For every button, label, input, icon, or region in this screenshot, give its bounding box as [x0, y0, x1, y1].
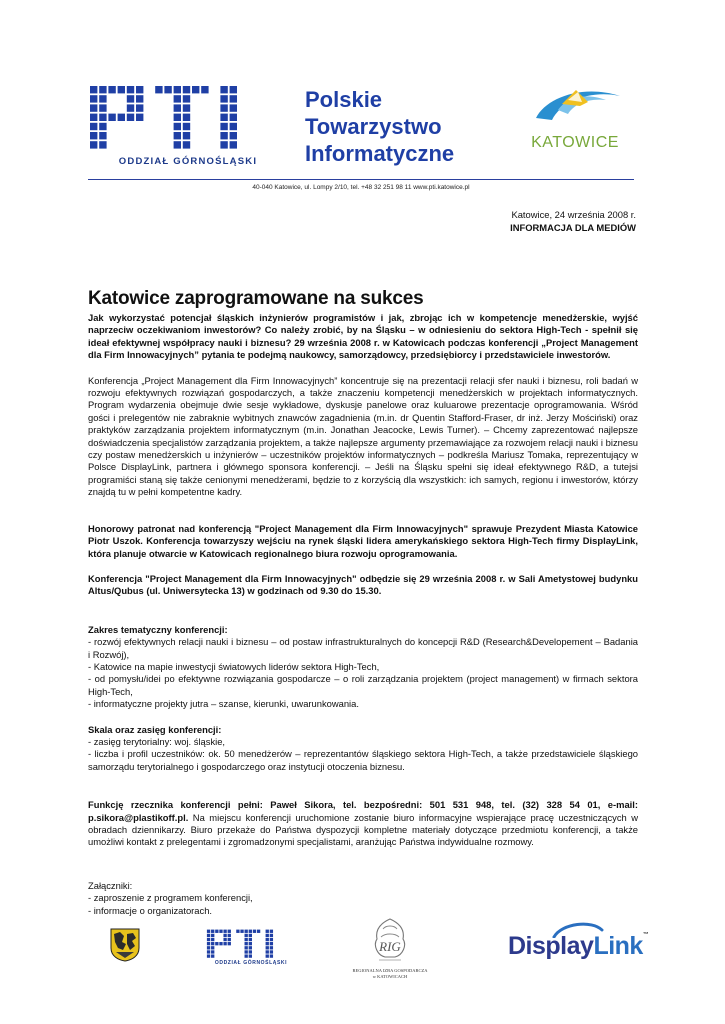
attachment-item: - informacje o organizatorach. [88, 904, 213, 916]
scope-item: - Katowice na mapie inwestycji światowych liderów sektora High-Tech, [88, 660, 380, 672]
org-name-line-2: Towarzystwo [305, 114, 442, 139]
footer-pti-branch-label: ODDZIAŁ GÓRNOŚLĄSKI [214, 960, 288, 966]
organization-name [305, 86, 505, 167]
displaylink-logo [508, 932, 648, 961]
reach-item: - liczba i profil uczestników: ok. 50 menedżerów – reprezentantów śląskiego sektora High-Tech, a także przedstawiciele śląskiego samorządu terytorialnego i gospodarczego oraz instytucji otoczenia biznesu. [88, 748, 638, 772]
riz-emblem-icon [367, 915, 413, 965]
header-divider [88, 179, 634, 180]
org-name-line-3: Informatyczne [305, 141, 455, 166]
coat-of-arms-icon [110, 928, 140, 962]
patronage-paragraph: Honorowy patronat nad konferencją "Project Management dla Firm Innowacyjnych" sprawuje Prezydent Miasta Katowice Piotr Uszok. Konferencja towarzyszy wejściu na rynek śląski lidera amerykańskiego sektora High-Tech firmy DisplayLink, która planuje otwarcie w Katowicach regionalnego biura rozwoju oprogramowania. [88, 522, 638, 559]
contact-details: Na miejscu konferencji uruchomione zostanie biuro informacyjne wspierające pracę uczestniczących w obradach dziennikarzy. Biuro przekaże do Państwa dyspozycji kompletne materiały dotyczące przedmiotu konferencji, a także umożliwi kontakt z prelegentami i zgromadzonymi specjalistami, aranżując Państwa indywidualne rozmowy. [88, 811, 638, 848]
svg-text:RIG: RIG [379, 939, 401, 954]
riz-label-line-2: w KATOWICACH [372, 973, 408, 979]
footer-pti-letters-graphic [206, 928, 296, 960]
article-body: Konferencja „Project Management dla Firm Innowacyjnych” koncentruje się na prezentacji relacji sfer nauki i biznesu, roli badań w rozwoju efektywnych rozwiązań gospodarczych, a także znaczeniu kompetencji menedżerskich w projektach informatycznych. Program wydarzenia obejmuje dwie sesje wykładowe, dyskusje panelowe oraz kuluarowe prezentacje oprogramowania. Wśród gości i prelegentów nie zabraknie wybitnych znawców zagadnienia (m.in. dr Quentin Stafford-Fraser, dr inż. Jerzy Mościński) oraz praktyków zarządzania projektem informatycznym (m.in. Jonathan Jeacocke, Lewis Turner). – Chcemy zaprezentować najlepsze doświadczenia specjalistów zarządzania projektem, a także najlepsze argumenty przemawiające za rozwojem relacji nauki i biznesu czy postaw menedżerskich u inżynierów – uczestników projektów informatycznych – podkreśla Mariusz Tomaka, reprezentujący w Polsce DisplayLink, partnera i głównego sponsora konferencji. – Jeśli na Śląsku spełni się ideał efektywnego R&D, a tutejsi programiści staną się także cenionymi menedżerami, będzie to z korzyścią dla wszystkich: ich samych, regionu i inwestorów, którzy znajdą tu w pełni kompetentne kadry. [88, 374, 638, 498]
attachments-heading: Załączniki: [88, 879, 133, 891]
displaylink-word-link: Link [593, 932, 643, 960]
katowice-coat-of-arms-logo [110, 928, 140, 962]
footer-pti-logo [206, 928, 296, 960]
displaylink-word-display: Display [508, 932, 594, 960]
place-date: Katowice, 24 września 2008 r. [511, 209, 636, 220]
address-line: 40-040 Katowice, ul. Lompy 2/10, tel. +48 32 251 98 11 www.pti.katowice.pl [252, 184, 470, 191]
displaylink-trademark: ™ [642, 932, 649, 938]
katowice-emblem-icon [522, 80, 632, 140]
pti-logo [88, 84, 288, 152]
riz-label [335, 968, 445, 979]
riz-label-line-1: REGIONALNA IZBA GOSPODARCZA [352, 968, 428, 973]
article-lead: Jak wykorzystać potencjał śląskich inżynierów programistów i jak, zbrojąc ich w kompetencje menedżerskie, wyjść naprzeciw oczekiwaniom inwestorów? Co należy zrobić, by na Śląsku – w odniesieniu do sektora High-Tech - spełnił się ideał efektywnej współpracy nauki i biznesu? 29 września 2008 r. w Katowicach podczas konferencji „Project Management dla Firm Innowacyjnych” pytania te podejmą naukowcy, samorządowcy, przedsiębiorcy i przedstawiciele inwestorów. [88, 312, 638, 361]
article-title: Katowice zaprogramowane na sukces [88, 288, 424, 309]
scope-item: - od pomysłu/idei po efektywne rozwiązania gospodarcze – o roli zarządzania projektem (project management) w firmach sektora High-Tech, [88, 673, 638, 697]
contact-spokesperson: Funkcję rzecznika konferencji pełni: Paweł Sikora, tel. bezpośredni: 501 531 948, tel. (32) 328 54 01, e-mail: p.sikora@plastikoff.pl. [88, 799, 638, 823]
dateline [510, 208, 636, 234]
reach-heading: Skala oraz zasięg konferencji: [88, 723, 222, 735]
scope-heading: Zakres tematyczny konferencji: [88, 623, 228, 635]
pti-branch-label: ODDZIAŁ GÓRNOŚLĄSKI [118, 156, 258, 167]
pti-letters-graphic [88, 84, 288, 152]
venue-paragraph: Konferencja "Project Management dla Firm Innowacyjnych" odbędzie się 29 września 2008 r. w Sali Ametystowej budynku Altus/Qubus (ul. Uniwersytecka 13) w godzinach od 9.30 do 15.30. [88, 572, 638, 597]
contact-paragraph [88, 799, 638, 849]
org-name-line-1: Polskie [305, 87, 383, 112]
attachment-item: - zaproszenie z programem konferencji, [88, 892, 253, 904]
media-label: INFORMACJA DLA MEDIÓW [510, 222, 636, 233]
riz-emblem-logo [367, 915, 413, 965]
scope-item: - informatyczne projekty jutra – szanse, kierunki, uwarunkowania. [88, 698, 359, 710]
scope-item: - rozwój efektywnych relacji nauki i biznesu – od postaw infrastrukturalnych do koncepcji R&D (Research&Developement – Badania i Rozwój), [88, 636, 638, 660]
article [88, 288, 638, 917]
katowice-logo-text: KATOWICE [531, 134, 619, 151]
reach-item: - zasięg terytorialny: woj. śląskie, [88, 735, 226, 747]
